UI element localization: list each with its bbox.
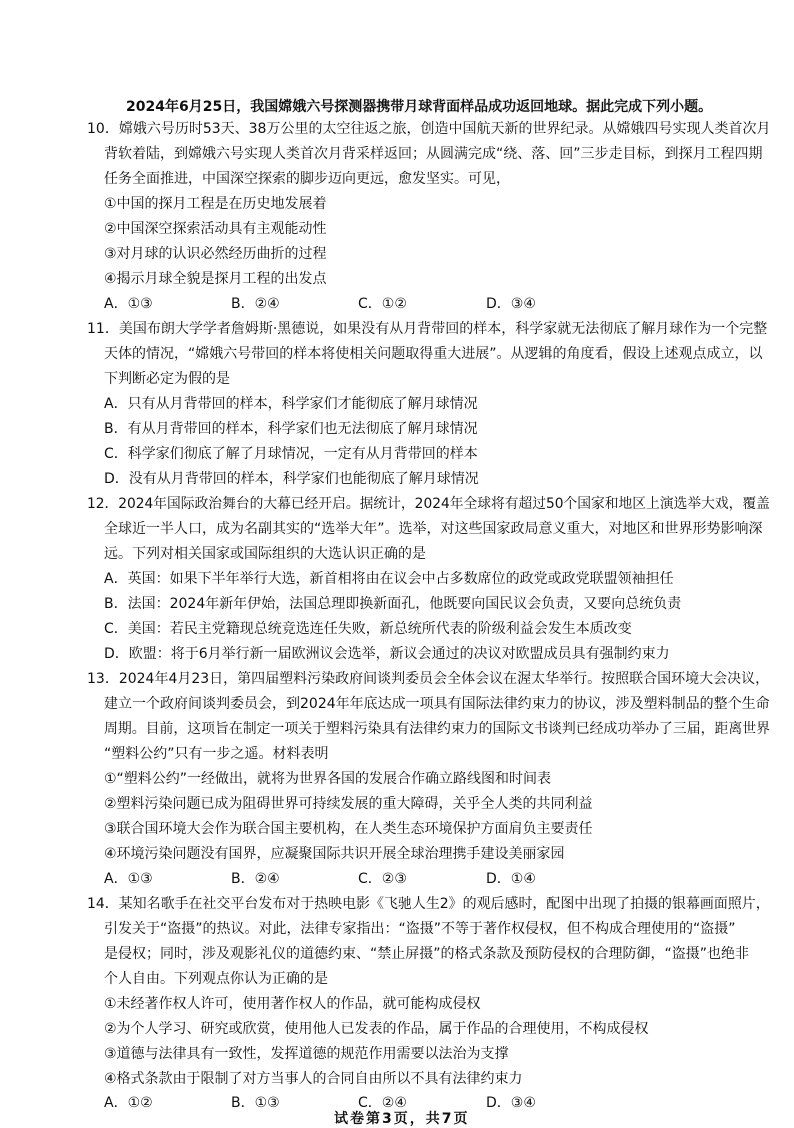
q13-stem-line-2: 建立一个政府间谈判委员会，到2024年年底达成一项具有国际法律约束力的协议，涉及塑料制品的整个生命 xyxy=(104,696,770,712)
q10-item-3: ③对月球的认识必然经历曲折的过程 xyxy=(104,246,327,262)
q11-stem-line-2: 天体的情况，“嫦娥六号带回的样本将使相关问题取得重大进展”。从逻辑的角度看，假设上述观点成立，以 xyxy=(104,346,763,362)
q13-item-4: ④环境污染问题没有国界，应凝聚国际共识开展全球治理携手建设美丽家园 xyxy=(104,846,565,862)
q13-choice-d[interactable]: D．①④ xyxy=(486,871,536,887)
q10-stem-line-2: 背软着陆，到嫦娥六号实现人类首次月背采样返回；从圆满完成“绕、落、回”三步走目标，到探月工程四期 xyxy=(104,146,763,162)
q10-stem-line-3: 任务全面推进，中国深空探索的脚步迈向更远，愈发坚实。可见， xyxy=(104,171,510,187)
q12-stem-line-2: 全球近一半人口，成为名副其实的“选举大年”。选举，对这些国家政局意义重大，对地区和世界形势影响深 xyxy=(104,521,763,537)
q12-choice-b[interactable]: B．法国：2024年新年伊始，法国总理即换新面孔，他既要向国民议会负责，又要向总统负责 xyxy=(104,596,682,612)
q10-item-2: ②中国深空探索活动具有主观能动性 xyxy=(104,221,327,237)
q14-stem-line-4: 个人自由。下列观点你认为正确的是 xyxy=(104,971,328,987)
q14-choice-d[interactable]: D．③④ xyxy=(486,1095,536,1111)
q11-stem-line-1: 11．美国布朗大学学者詹姆斯·黑德说，如果没有从月背带回的样本，科学家就无法彻底了解月球作为一个完整 xyxy=(87,321,768,337)
q13-choice-a[interactable]: A．①③ xyxy=(104,871,153,887)
q10-choice-b[interactable]: B．②④ xyxy=(231,296,280,312)
q14-item-4: ④格式条款由于限制了对方当事人的合同自由所以不具有法律约束力 xyxy=(104,1071,523,1087)
q10-item-4: ④揭示月球全貌是探月工程的出发点 xyxy=(104,271,327,287)
q14-item-1: ①未经著作权人许可，使用著作权人的作品，就可能构成侵权 xyxy=(104,996,481,1012)
q14-stem-line-2: 引发关于“盗摄”的热议。对此，法律专家指出：“盗摄”不等于著作权侵权，但不构成合理使用的“盗摄” xyxy=(104,921,736,937)
q14-choice-b[interactable]: B．①③ xyxy=(231,1095,280,1111)
page-footer: 试卷第3页，共7页 xyxy=(334,1111,470,1127)
q11-choice-a[interactable]: A．只有从月背带回的样本，科学家们才能彻底了解月球情况 xyxy=(104,396,478,412)
q10-choice-a[interactable]: A．①③ xyxy=(104,296,153,312)
q12-stem-line-1: 12．2024年国际政治舞台的大幕已经开启。据统计，2024年全球将有超过50个国家和地区上演选举大戏，覆盖 xyxy=(87,496,770,512)
q11-choice-d[interactable]: D．没有从月背带回的样本，科学家们也能彻底了解月球情况 xyxy=(104,471,479,487)
q14-stem-line-1: 14．某知名歌手在社交平台发布对于热映电影《飞驰人生2》的观后感时，配图中出现了拍摄的银幕画面照片， xyxy=(87,896,770,912)
q14-stem-line-3: 是侵权；同时，涉及观影礼仪的道德约束、“禁止屏摄”的格式条款及预防侵权的合理防御，“盗摄”也绝非 xyxy=(104,946,750,962)
q10-choice-c[interactable]: C．①② xyxy=(358,296,407,312)
q14-choice-c[interactable]: C．②④ xyxy=(358,1095,407,1111)
q13-choice-c[interactable]: C．②③ xyxy=(358,871,407,887)
q13-item-2: ②塑料污染问题已成为阻碍世界可持续发展的重大障碍，关乎全人类的共同利益 xyxy=(104,796,593,812)
q12-stem-line-3: 远。下列对相关国家或国际组织的大选认识正确的是 xyxy=(104,546,426,562)
q14-item-2: ②为个人学习、研究或欣赏，使用他人已发表的作品，属于作品的合理使用，不构成侵权 xyxy=(104,1021,649,1037)
q13-stem-line-4: “塑料公约”只有一步之遥。材料表明 xyxy=(104,746,329,762)
q11-stem-line-3: 下判断必定为假的是 xyxy=(104,371,230,387)
section-intro: 2024年6月25日，我国嫦娥六号探测器携带月球背面样品成功返回地球。据此完成下列小题。 xyxy=(126,99,713,115)
q11-choice-c[interactable]: C．科学家们彻底了解了月球情况，一定有从月背带回的样本 xyxy=(104,446,478,462)
q12-choice-c[interactable]: C．美国：若民主党籍现总统竞选连任失败，新总统所代表的阶级利益会发生本质改变 xyxy=(104,621,632,637)
q14-item-3: ③道德与法律具有一致性，发挥道德的规范作用需要以法治为支撑 xyxy=(104,1046,509,1062)
q13-choice-b[interactable]: B．②④ xyxy=(231,871,280,887)
q12-choice-d[interactable]: D．欧盟：将于6月举行新一届欧洲议会选举，新议会通过的决议对欧盟成员具有强制约束力 xyxy=(104,646,670,662)
q13-item-3: ③联合国环境大会作为联合国主要机构，在人类生态环境保护方面肩负主要责任 xyxy=(104,821,593,837)
q13-stem-line-3: 周期。目前，这项旨在制定一项关于塑料污染具有法律约束力的国际文书谈判已经成功举办了三届，距离世界 xyxy=(104,721,770,737)
q10-item-1: ①中国的探月工程是在历史地发展着 xyxy=(104,196,327,212)
q14-choice-a[interactable]: A．①② xyxy=(104,1095,153,1111)
q13-stem-line-1: 13．2024年4月23日，第四届塑料污染政府间谈判委员会全体会议在渥太华举行。按照联合国环境大会决议， xyxy=(87,671,770,687)
q10-choice-d[interactable]: D．③④ xyxy=(486,296,536,312)
q10-stem-line-1: 10．嫦娥六号历时53天、38万公里的太空往返之旅，创造中国航天新的世界纪录。从嫦娥四号实现人类首次月 xyxy=(87,121,771,137)
q12-choice-a[interactable]: A．英国：如果下半年举行大选，新首相将由在议会中占多数席位的政党或政党联盟领袖担任 xyxy=(104,571,674,587)
q11-choice-b[interactable]: B．有从月背带回的样本，科学家们也无法彻底了解月球情况 xyxy=(104,421,478,437)
q13-item-1: ①“塑料公约”一经做出，就将为世界各国的发展合作确立路线图和时间表 xyxy=(104,771,552,787)
